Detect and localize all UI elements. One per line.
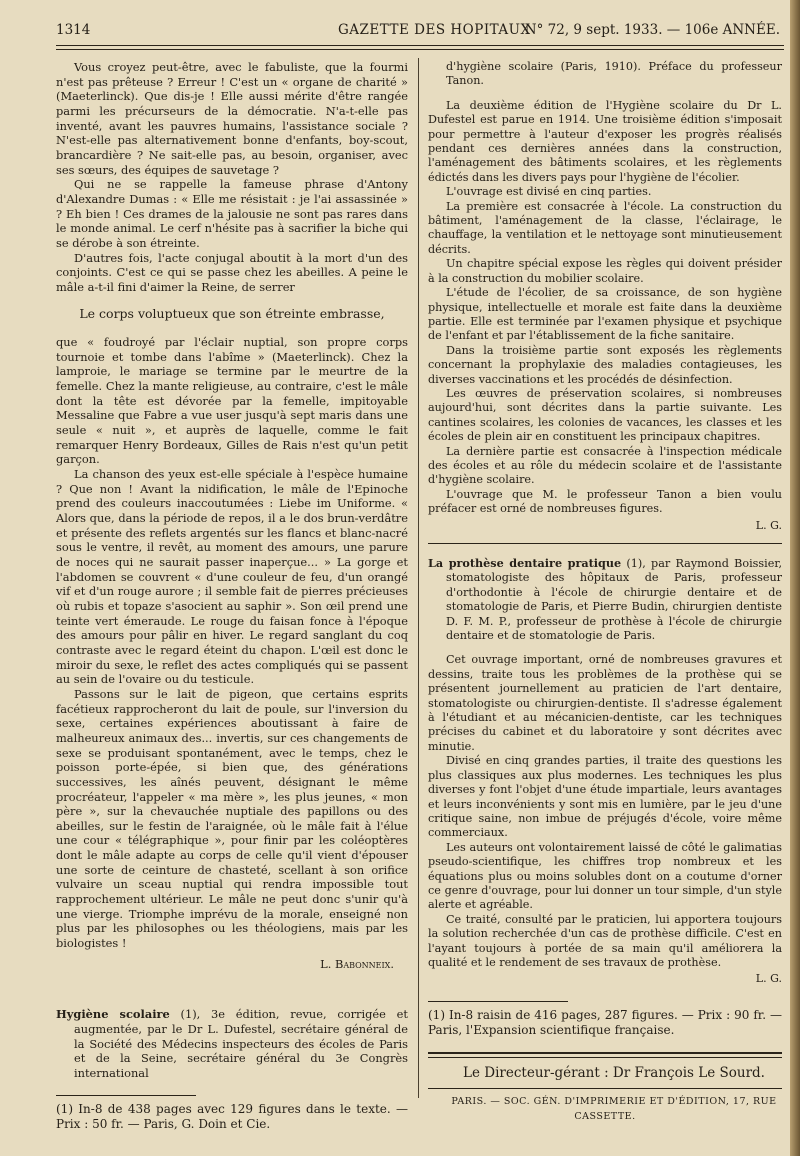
review-separator xyxy=(428,543,782,544)
footnote-rule xyxy=(428,1001,568,1002)
paragraph: Les auteurs ont volontairement laissé de côté le galimatias pseudo-scientifique, les chiffres trop nombreux et les équations plus ou moins solubles dont on a coutume d'orner ce genre d'ouvrage, pour lui donner un tour simple, d'un style alerte et agréable. xyxy=(428,840,782,912)
paragraph: D'autres fois, l'acte conjugal aboutit à la mort d'un des conjoints. C'est ce qui se passe chez les abeilles. A peine le mâle a-t-il fini d'aimer la Reine, de serrer xyxy=(56,250,408,294)
review-continuation: d'hygiène scolaire (Paris, 1910). Préface du professeur Tanon. xyxy=(446,60,782,88)
review-details: (1), 3e édition, revue, corrigée et augmentée, par le Dr L. Dufestel, secrétaire général de la Société des Médecins inspecteurs des écoles de Paris et de la Seine, secrétaire général du 3e Congrès international xyxy=(74,1007,408,1080)
footnote: (1) In-8 de 438 pages avec 129 figures dans le texte. — Prix : 50 fr. — Paris, G. Doin et Cie. xyxy=(56,1101,408,1131)
paragraph: La première est consacrée à l'école. La construction du bâtiment, l'aménagement de la classe, l'éclairage, le chauffage, la ventilation et le nettoyage sont minutieusement décrits. xyxy=(428,199,782,256)
left-column xyxy=(56,60,408,1132)
footnote: (1) In-8 raisin de 416 pages, 287 figures. — Prix : 90 fr. — Paris, l'Expansion scientifique française. xyxy=(428,1007,782,1037)
director-line: Le Directeur-gérant : Dr François Le Sourd. xyxy=(463,1064,765,1081)
reviewer-initials: L. G. xyxy=(755,972,782,986)
reviewer-initials: L. G. xyxy=(755,518,782,532)
paragraph: Les œuvres de préservation scolaires, si nombreuses aujourd'hui, sont décrites dans la partie suivante. Les cantines scolaires, les colonies de vacances, les classes et les écoles de plein air en constituent les principaux chapitres. xyxy=(428,386,782,444)
review-entry xyxy=(428,556,782,643)
paragraph: La chanson des yeux est-elle spéciale à l'espèce humaine ? Que non ! Avant la nidification, le mâle de l'Epinoche prend des couleurs inaccoutumées : Liebe im Uniforme. « Alors que, dans la période de repos, il a le dos brun-verdâtre et présente des reflets argentés sur les flancs et blanc-nacré sous le ventre, il revêt, au moment des amours, une parure de noces qui ne saurait passer inaperçue... » La gorge et l'abdomen se couvrent « d'une couleur de feu, d'un orangé vif et d'un rouge aurore ; il semble fait de pierres précieuses où rubis et topaze s'asocient au saphir ». Son œil prend une teinte vert émeraude. Le rouge du faisan fonce à l'époque des amours pour pâlir en hiver. Le regard sanglant du coq contraste avec le regard éteint du chapon. L'œil est donc le miroir du sexe, le reflet des actes compliqués qui se passent au sein de l'ovaire ou du testicule. xyxy=(56,467,408,687)
paragraph: L'ouvrage que M. le professeur Tanon a bien voulu préfacer est orné de nombreuses figures. xyxy=(428,487,782,516)
paragraph: que « foudroyé par l'éclair nuptial, son propre corps tournoie et tombe dans l'abîme » (Maeterlinck). Chez la lamproie, le mariage se termine par le meurtre de la femelle. Chez la mante religieuse, au contraire, c'est le mâle dont la tête est dévorée par la femelle, impitoyable Messaline que Fabre a vue user jusqu'à sept maris dans une seule « nuit », et auprès de laquelle, comme le fait remarquer Henry Bordeaux, Gilles de Rais n'est qu'un petit garçon. xyxy=(56,335,408,467)
paragraph: Passons sur le lait de pigeon, que certains esprits facétieux rapprocheront du lait de poule, sur l'inversion du sexe, certaines expériences aboutissant à faire de malheureux animaux des... invertis, sur ces changements de sexe se produisant spontanément, avec le temps, chez le poisson porte-épée, si bien que, des générations successives, les aînés peuvent, désignant le même procréateur, l'appeler « ma mère », les plus jeunes, « mon père », sur la chevauchée nuptiale des papillons ou des abeilles, sur le festin de l'araignée, où le mâle fait à l'élue une cour « télégraphique », pour finir par les coléoptères dont le mâle adapte au corps de celle qu'il vient d'épouser une sorte de ceinture de chasteté, scellant à son orifice vulvaire un sceau nuptial qui rendra impossible tout rapprochement ultérieur. Le mâle ne peut donc s'unir qu'à une vierge. Triomphe imprévu de la morale, enseigné non plus par les philosophes ou les théologiens, mais par les biologistes ! xyxy=(56,686,408,951)
paragraph: Qui ne se rappelle la fameuse phrase d'Antony d'Alexandre Dumas : « Elle me résistait : je l'ai assassinée » ? Eh bien ! Ces drames de la jalousie ne sont pas rares dans le monde animal. Le cerf n'hésite pas à sacrifier la biche qui se dérobe à son étreinte. xyxy=(56,177,408,250)
paragraph: L'ouvrage est divisé en cinq parties. xyxy=(446,185,652,199)
right-column xyxy=(428,60,782,1124)
journal-title: GAZETTE DES HOPITAUX xyxy=(338,22,531,38)
issue-info: N° 72, 9 sept. 1933. — 106e ANNÉE. xyxy=(524,22,780,38)
verse-quote: Le corps voluptueux que son étreinte embrasse, xyxy=(79,305,385,321)
header-rule xyxy=(56,45,784,46)
paragraph: L'étude de l'écolier, de sa croissance, de son hygiène physique, intellectuelle et morale est faite dans la deuxième partie. Elle est terminée par l'examen physique et psychique de l'enfant et par l'établissement de la fiche sanitaire. xyxy=(428,286,782,343)
paragraph: La dernière partie est consacrée à l'inspection médicale des écoles et au rôle du médecin scolaire et de l'assistante d'hygiène scolaire. xyxy=(428,444,782,487)
page-number: 1314 xyxy=(56,22,91,38)
column-divider xyxy=(418,58,419,1098)
paragraph: Cet ouvrage important, orné de nombreuses gravures et dessins, traite tous les problèmes de la prothèse qui se présentent journellement au praticien de l'art dentaire, stomatologiste ou chirurgien-dentiste. Il s'adresse également à l'étudiant et au mécanicien-dentiste, car les techniques précises du cabinet et du laboratoire y sont décrites avec minutie. xyxy=(428,653,782,753)
director-rule xyxy=(428,1052,782,1054)
footnote-rule xyxy=(56,1095,196,1096)
page-header xyxy=(56,20,784,44)
printer-line: PARIS. — SOC. GÉN. D'IMPRIMERIE ET D'ÉDITION, 17, RUE CASSETTE. xyxy=(451,1096,777,1122)
header-rule-thin xyxy=(56,49,784,50)
review-entry xyxy=(56,1007,408,1080)
author-signature: L. Babonneix. xyxy=(320,956,394,971)
paragraph: Ce traité, consulté par le praticien, lui apportera toujours la solution recherchée d'un cas de prothèse difficile. C'est en l'ayant toujours à portée de sa main qu'il améliorera la qualité et le rendement de ses travaux de prothèse. xyxy=(428,912,782,969)
paragraph: Dans la troisième partie sont exposés les règlements concernant la prophylaxie des maladies contagieuses, les diverses vaccinations et les procédés de désinfection. xyxy=(428,343,782,386)
review-title: Hygiène scolaire xyxy=(56,1007,170,1022)
paragraph: Divisé en cinq grandes parties, il traite des questions les plus classiques aux plus modernes. Les techniques les plus diverses y font l'objet d'une étude impartiale, leurs avantages et leurs inconvénients y sont mis en lumière, par le jeu d'une critique saine, non imbue de préjugés d'école, voire même commerciaux. xyxy=(428,754,782,840)
page-edge xyxy=(790,0,800,1156)
paragraph: Vous croyez peut-être, avec le fabuliste, que la fourmi n'est pas prêteuse ? Erreur ! C'est un « organe de charité » (Maeterlinck). Que dis-je ! Elle aussi mérite d'être rangée parmi les précurseurs de la démocratie. N'a-t-elle pas inventé, avant les pauvres humains, l'assistance sociale ? N'est-elle pas alternativement bonne d'enfants, boy-scout, brancardière ? Ne sait-elle pas, au besoin, organiser, avec ses sœurs, des équipes de sauvetage ? xyxy=(56,60,408,177)
review-title: La prothèse dentaire pratique xyxy=(428,556,622,570)
paragraph: Un chapitre spécial expose les règles qui doivent présider à la construction du mobilier scolaire. xyxy=(428,257,782,285)
review-details: (1), par Raymond Boissier, stomatologiste des hôpitaux de Paris, professeur d'orthodontie à l'école de chirurgie dentaire et de stomatologie de Paris, et Pierre Budin, chirurgien dentiste D. F. M. P., professeur de prothèse à l'école de chirurgie dentaire et de stomatologie de Paris. xyxy=(446,557,783,643)
paragraph: La deuxième édition de l'Hygiène scolaire du Dr L. Dufestel est parue en 1914. Une troisième édition s'imposait pour permettre à l'auteur d'exposer les progrès réalisés pendant ces dernières années dans la construction, l'aménagement des bâtiments scolaires, et les règlements édictés dans les divers pays pour l'hygiène de l'écolier. xyxy=(428,98,782,184)
